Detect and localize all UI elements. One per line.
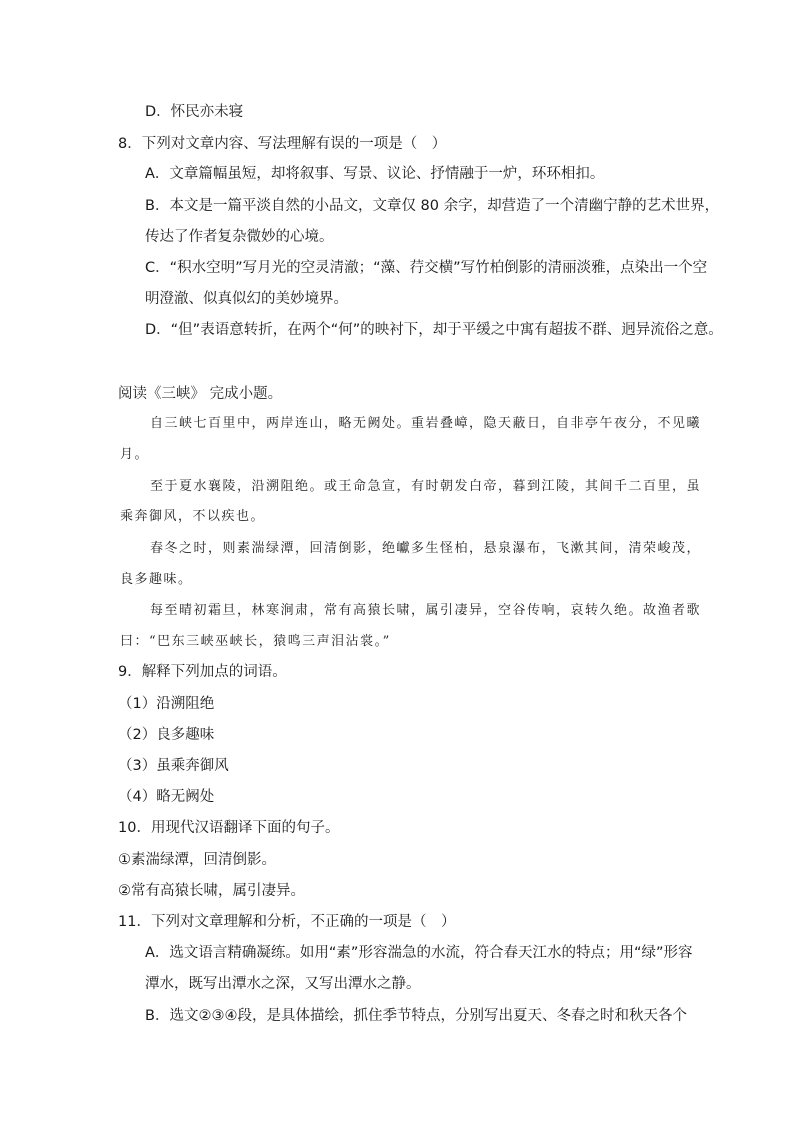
passage-p1-line2: 月。 <box>120 447 150 462</box>
q9-item-3: （3）虽乘奔御风 <box>118 758 229 774</box>
q11-stem: 11．下列对文章理解和分析，不正确的一项是（ ） <box>118 914 456 930</box>
q10-sentence-1: ①素湍绿潭，回清倒影。 <box>118 852 276 868</box>
reading-intro: 阅读《三峡》 完成小题。 <box>118 386 283 402</box>
q9-item-4: （4）略无阙处 <box>118 789 215 805</box>
q8-option-d: D．“但”表语意转折，在两个“何”的映衬下，却于平缓之中寓有超拔不群、迥异流俗之意。 <box>145 322 723 338</box>
q8-option-c-line2: 明澄澈、似真似幻的美妙境界。 <box>145 291 348 307</box>
passage-p1-line1: 自三峡七百里中，两岸连山，略无阙处。重岩叠嶂，隐天蔽日，自非亭午夜分，不见曦 <box>150 416 702 431</box>
q8-option-c-line1: C．“积水空明”写月光的空灵清澈；“藻、荇交横”写竹柏倒影的清丽淡雅，点染出一个空 <box>145 260 708 276</box>
q11-option-a-line1: A．选文语言精确凝练。如用“素”形容湍急的水流，符合春天江水的特点；用“绿”形容 <box>145 945 693 961</box>
passage-p2-line1: 至于夏水襄陵，沿溯阻绝。或王命急宣，有时朝发白帝，暮到江陵，其间千二百里，虽 <box>150 479 702 494</box>
q7-option-d: D．怀民亦未寝 <box>145 104 244 120</box>
q9-stem: 9．解释下列加点的词语。 <box>118 664 287 680</box>
q8-stem: 8．下列对文章内容、写法理解有误的一项是（ ） <box>118 136 447 152</box>
passage-p3-line1: 春冬之时，则素湍绿潭，回清倒影，绝巘多生怪柏，悬泉瀑布，飞漱其间，清荣峻茂， <box>150 541 702 556</box>
q8-option-a: A．文章篇幅虽短，却将叙事、写景、议论、抒情融于一炉，环环相扣。 <box>145 166 605 182</box>
q10-stem: 10．用现代汉语翻译下面的句子。 <box>118 820 340 836</box>
passage-p4-line1: 每至晴初霜旦，林寒涧肃，常有高猿长啸，属引凄异，空谷传响，哀转久绝。故渔者歌 <box>150 603 702 618</box>
q11-option-a-line2: 潭水，既写出潭水之深，又写出潭水之静。 <box>145 976 421 992</box>
passage-p4-line2: 曰：“巴东三峡巫峡长，猿鸣三声泪沾裳。” <box>120 634 391 649</box>
passage-p2-line2: 乘奔御风，不以疾也。 <box>120 509 266 524</box>
q9-item-1: （1）沿溯阻绝 <box>118 696 215 712</box>
q9-item-2: （2）良多趣味 <box>118 727 215 743</box>
q10-sentence-2: ②常有高猿长啸，属引凄异。 <box>118 883 305 899</box>
q8-option-b-line2: 传达了作者复杂微妙的心境。 <box>145 229 334 245</box>
q11-option-b-line1: B．选文②③④段，是具体描绘，抓住季节特点，分别写出夏天、冬春之时和秋天各个 <box>145 1008 687 1024</box>
passage-p3-line2: 良多趣味。 <box>120 572 193 587</box>
q8-option-b-line1: B．本文是一篇平淡自然的小品文，文章仅 80 余字，却营造了一个清幽宁静的艺术世界， <box>145 198 720 214</box>
